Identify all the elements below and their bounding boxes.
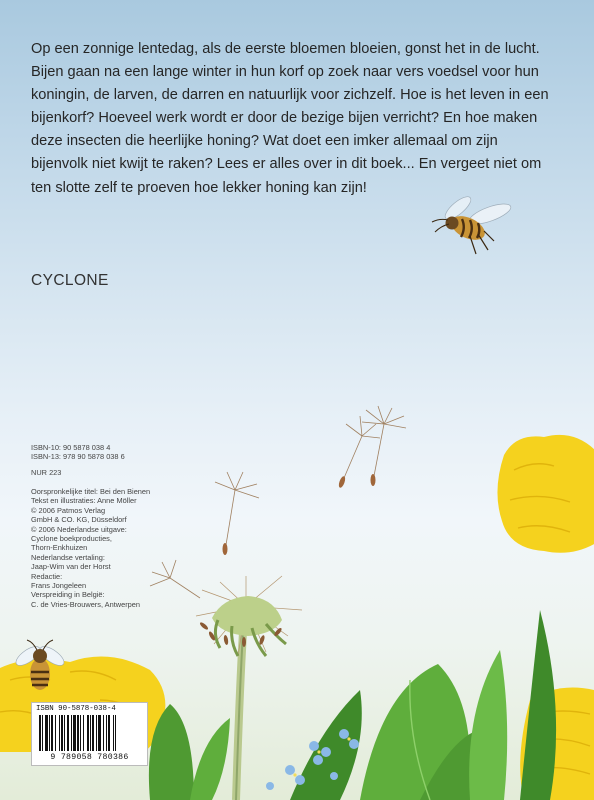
credits-list (31, 487, 150, 609)
credit-line: Nederlandse vertaling: (31, 552, 105, 562)
dandelion-flower-icon (497, 435, 594, 553)
barcode-isbn-text: ISBN 90-5878-038-4 (36, 705, 116, 713)
isbn-block (31, 443, 125, 462)
nur-code: NUR 223 (31, 468, 62, 477)
credit-line: Redactie: (31, 571, 63, 581)
flying-bee-icon (432, 193, 513, 254)
barcode-digits: 9 789058 780386 (50, 753, 129, 762)
isbn-barcode (31, 702, 148, 766)
credit-line: Verspreiding in België: (31, 590, 105, 600)
cover-blurb: Op een zonnige lentedag, als de eerste bloemen bloeien, gonst het in de lucht. Bijen gaan na een lange winter in hun korf op zoek naar vers voedsel voor hun koningin, de larven, de darren en natuurlijk voor zichzelf. Hoe is het leven in een bijenkorf? Hoeveel werk wordt er door de bezige bijen verricht? En hoe maken deze insecten die heerlijke honing? Wat doet een imker allemaal om zijn bijenvolk niet kwijt te raken? Lees er alles over in dit boek... En vergeet niet om ten slotte zelf te proeven hoe lekker honing kan zijn! (31, 41, 549, 196)
credit-line: C. de Vries-Brouwers, Antwerpen (31, 599, 140, 609)
credit-line: Tekst en illustraties: Anne Möller (31, 496, 137, 506)
isbn-10: ISBN-10: 90 5878 038 4 (31, 443, 111, 452)
dandelion-seed-icon (150, 406, 406, 598)
credit-line: GmbH & CO. KG, Düsseldorf (31, 515, 127, 525)
credit-line: Oorspronkelijke titel: Bei den Bienen (31, 487, 151, 496)
credit-line: Jaap-Wim van der Horst (31, 562, 111, 572)
barcode-bars (38, 715, 141, 753)
leaf-icon (149, 610, 556, 800)
credit-line: Frans Jongeleen (31, 581, 87, 591)
publisher-name: CYCLONE (31, 272, 109, 289)
credit-line: Cyclone boekproducties, (31, 534, 112, 544)
credit-line: © 2006 Patmos Verlag (31, 505, 106, 515)
credit-line: © 2006 Nederlandse uitgave: (31, 524, 127, 534)
credit-line: Thorn-Enkhuizen (31, 543, 88, 553)
isbn-13: ISBN-13: 978 90 5878 038 6 (31, 452, 125, 462)
